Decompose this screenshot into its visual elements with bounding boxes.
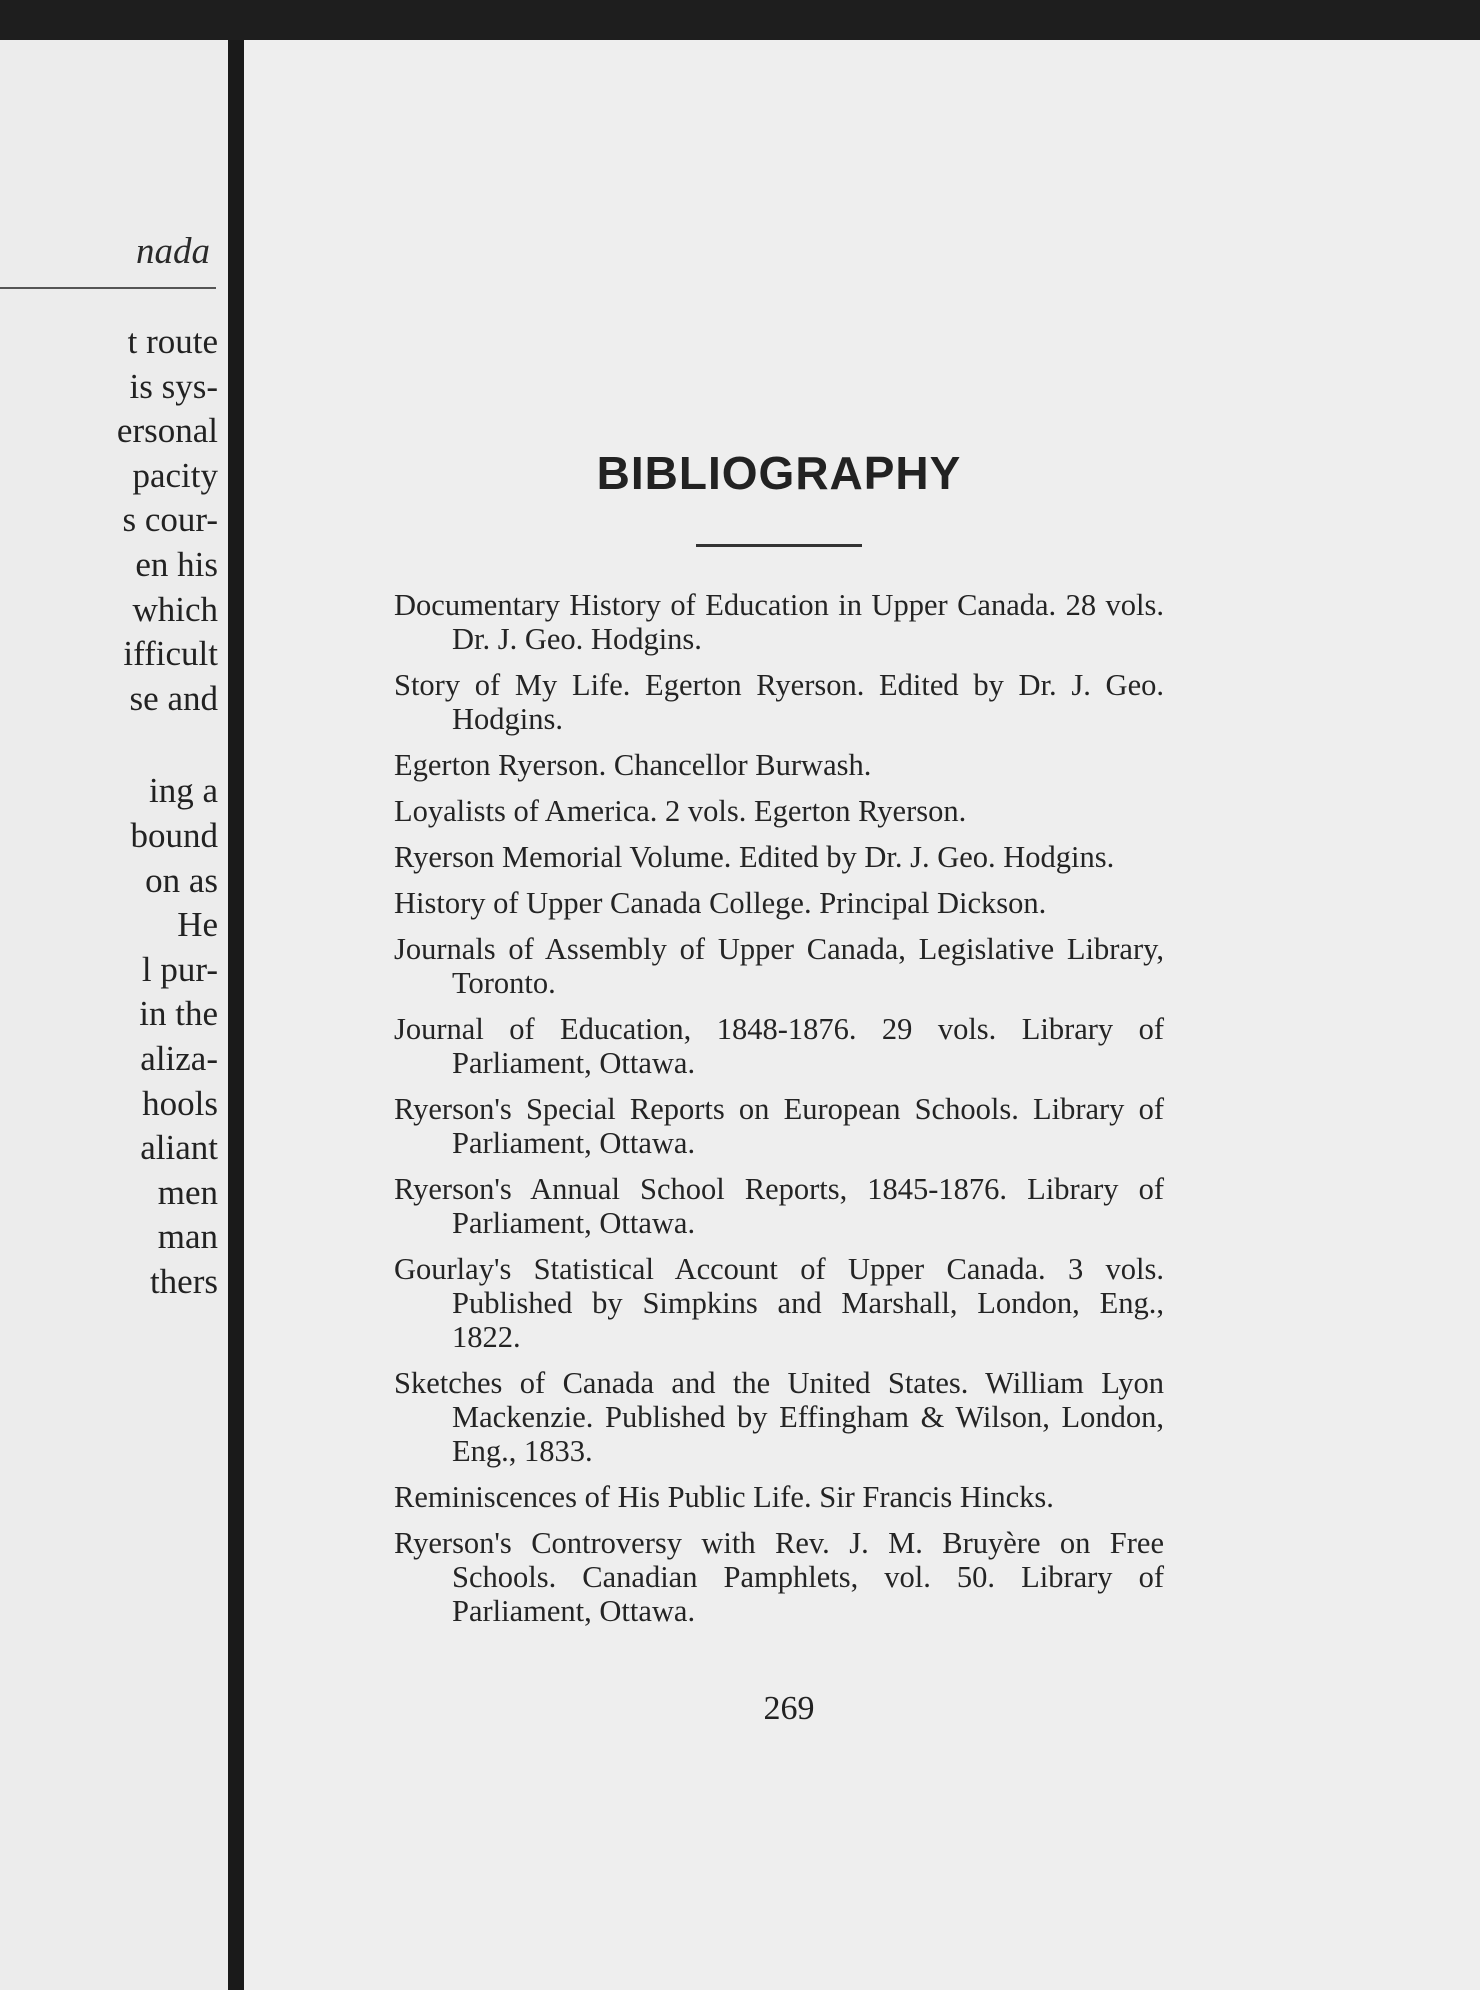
paragraph-gap — [117, 721, 218, 769]
left-text-line: He — [177, 905, 218, 945]
bibliography-entry: Ryerson Memorial Volume. Edited by Dr. J. Geo. Hodgins. — [394, 840, 1115, 874]
bibliography-entry: Loyalists of America. 2 vols. Egerton Ryerson. — [394, 794, 967, 828]
left-text-line: hools — [142, 1083, 218, 1123]
bibliography-entry: History of Upper Canada College. Principal Dickson. — [394, 886, 1047, 920]
left-text-line: pacity — [132, 455, 218, 495]
left-text-line: which — [132, 589, 218, 629]
page-title: BIBLIOGRAPHY — [596, 447, 962, 499]
title-rule — [696, 544, 862, 547]
left-text-column — [117, 320, 218, 1304]
bibliography-entry: Gourlay's Statistical Account of Upper Canada. 3 vols. Published by Simpkins and Marshall, London, Eng., 1822. — [394, 1252, 1164, 1354]
left-text-line: aliant — [140, 1128, 218, 1168]
bibliography-entry: Egerton Ryerson. Chancellor Burwash. — [394, 748, 872, 782]
bibliography-entry: Journal of Education, 1848-1876. 29 vols. Library of Parliament, Ottawa. — [394, 1012, 1164, 1080]
bibliography-entry: Ryerson's Controversy with Rev. J. M. Bruyère on Free Schools. Canadian Pamphlets, vol. 50. Library of Parliament, Ottawa. — [394, 1526, 1164, 1628]
left-text-line: bound — [130, 815, 218, 855]
left-text-line: en his — [135, 544, 218, 584]
bibliography-entry: Reminiscences of His Public Life. Sir Francis Hincks. — [394, 1480, 1054, 1514]
left-text-line: in the — [139, 994, 218, 1034]
bibliography-entry: Ryerson's Special Reports on European Schools. Library of Parliament, Ottawa. — [394, 1092, 1164, 1160]
bibliography-entry: Sketches of Canada and the United States. William Lyon Mackenzie. Published by Effingham & Wilson, London, Eng., 1833. — [394, 1366, 1164, 1468]
left-facing-page — [0, 40, 228, 1990]
left-text-line: thers — [149, 1261, 218, 1301]
bibliography-entry: Journals of Assembly of Upper Canada, Legislative Library, Toronto. — [394, 932, 1164, 1000]
book-spine — [228, 40, 244, 1990]
bibliography-list — [394, 588, 1164, 1640]
left-text-line: on as — [145, 860, 218, 900]
page-number: 269 — [763, 1690, 815, 1727]
bibliography-entry: Documentary History of Education in Upper Canada. 28 vols. Dr. J. Geo. Hodgins. — [394, 588, 1164, 656]
left-text-line: l pur- — [141, 949, 218, 989]
left-text-line: ersonal — [116, 411, 218, 451]
left-text-line: aliza- — [140, 1038, 218, 1078]
left-text-line: s cour- — [122, 500, 218, 540]
left-text-line: ifficult — [123, 634, 218, 674]
left-text-line: ing a — [148, 771, 218, 811]
bibliography-page — [244, 40, 1480, 1990]
left-text-line: se and — [129, 678, 218, 718]
left-running-header: nada — [136, 231, 210, 272]
left-header-rule — [0, 287, 216, 289]
left-text-line: t route — [127, 322, 218, 361]
left-text-line: men — [157, 1172, 218, 1212]
bibliography-entry: Story of My Life. Egerton Ryerson. Edited by Dr. J. Geo. Hodgins. — [394, 668, 1164, 736]
left-text-line: is sys- — [129, 366, 218, 406]
bibliography-entry: Ryerson's Annual School Reports, 1845-1876. Library of Parliament, Ottawa. — [394, 1172, 1164, 1240]
left-text-line: man — [157, 1217, 218, 1257]
